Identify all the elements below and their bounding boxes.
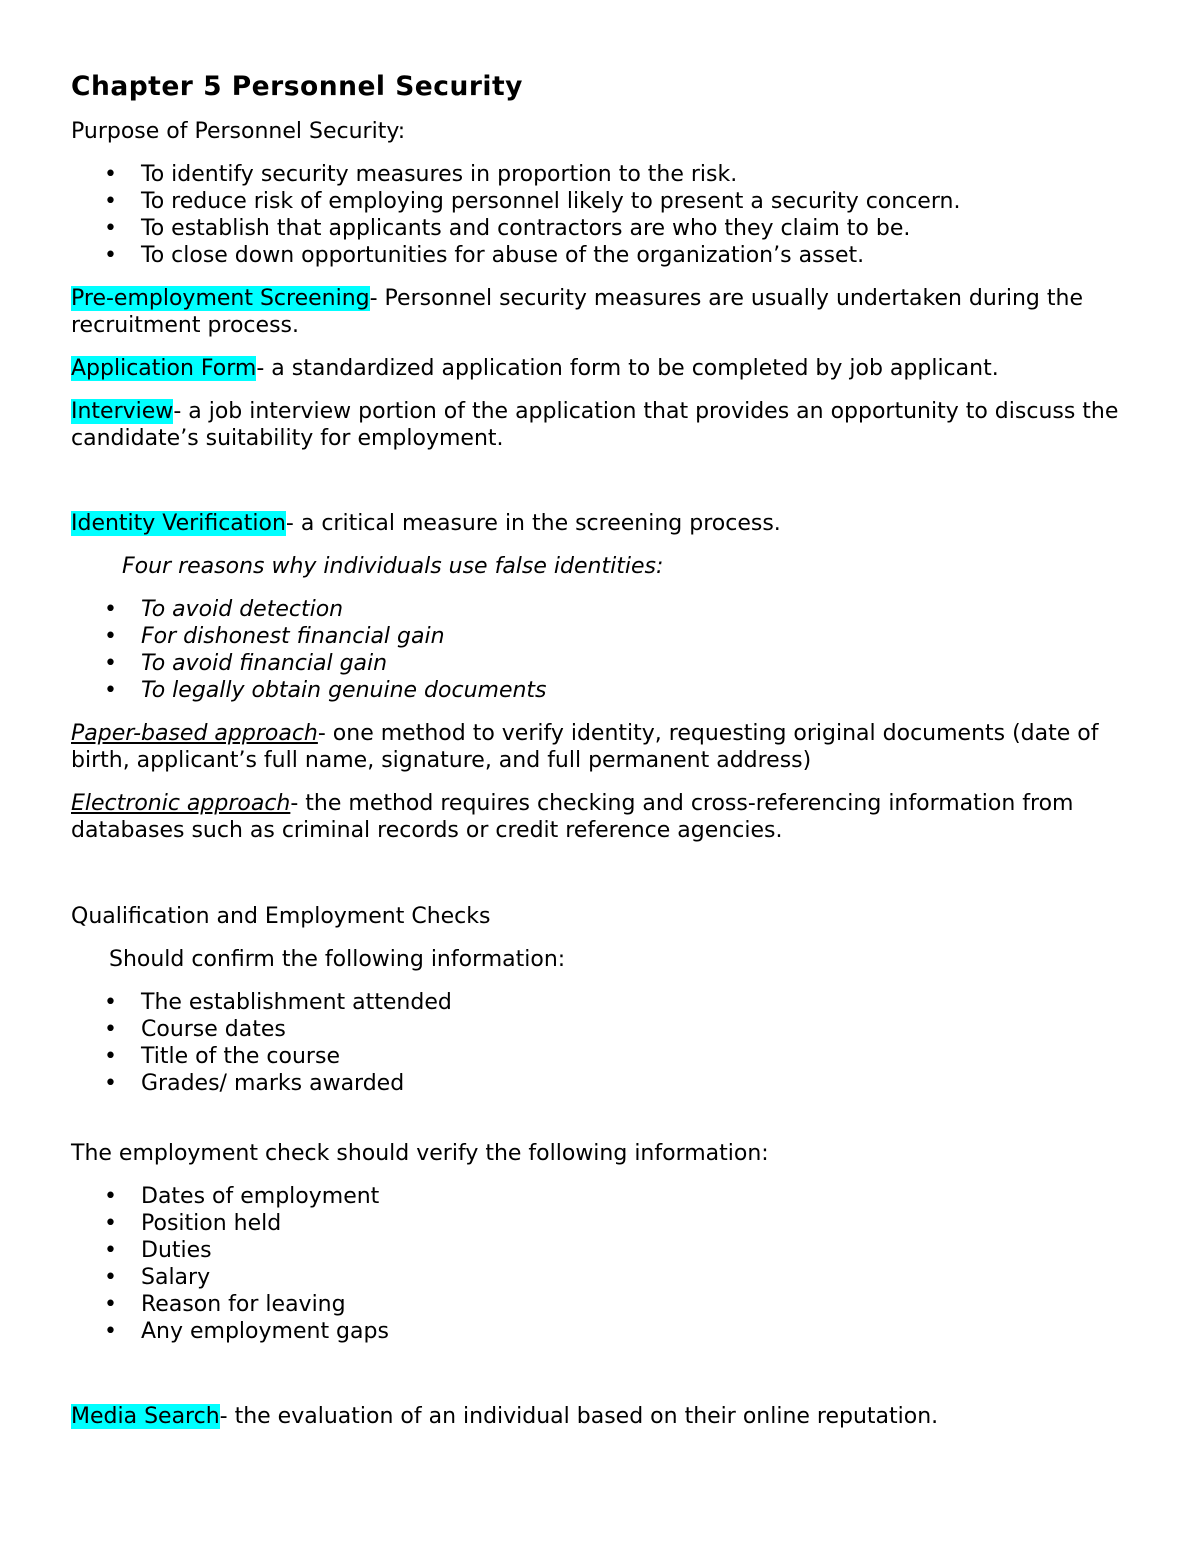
page-title: Chapter 5 Personnel Security: [71, 71, 523, 102]
paper-approach-term: Paper-based approach: [71, 721, 318, 746]
application-form-paragraph: [71, 355, 1141, 382]
media-search-text: - the evaluation of an individual based on their online reputation.: [219, 1404, 939, 1429]
list-item: • To avoid financial gain: [71, 650, 1141, 677]
qualification-heading: Qualification and Employment Checks: [71, 904, 491, 929]
list-item: • Position held: [71, 1210, 1141, 1237]
false-identities-list: [71, 596, 1141, 704]
identity-term: Identity Verification: [71, 511, 286, 536]
identity-text: - a critical measure in the screening process.: [285, 511, 781, 536]
electronic-approach-term: Electronic approach: [71, 791, 291, 816]
purpose-heading: Purpose of Personnel Security:: [71, 119, 406, 144]
list-item: • Any employment gaps: [71, 1318, 1141, 1345]
list-item: • Course dates: [71, 1016, 1141, 1043]
application-form-term: Application Form: [71, 356, 257, 381]
media-search-term: Media Search: [71, 1404, 220, 1429]
list-item: • To establish that applicants and contractors are who they claim to be.: [71, 215, 1141, 242]
list-item: • Title of the course: [71, 1043, 1141, 1070]
preemployment-term: Pre-employment Screening: [71, 286, 370, 311]
list-item: • Grades/ marks awarded: [71, 1070, 1141, 1097]
document-page: [71, 70, 1141, 1430]
list-item: • Reason for leaving: [71, 1291, 1141, 1318]
list-item: • Salary: [71, 1264, 1141, 1291]
list-item: • To close down opportunities for abuse of the organization’s asset.: [71, 242, 1141, 269]
list-item: • Duties: [71, 1237, 1141, 1264]
preemployment-paragraph: [71, 285, 1141, 339]
list-item: • To identify security measures in proportion to the risk.: [71, 161, 1141, 188]
list-item: • For dishonest financial gain: [71, 623, 1141, 650]
electronic-approach-paragraph: [71, 790, 1141, 844]
qualification-subheading: Should confirm the following information:: [109, 947, 566, 972]
interview-term: Interview: [71, 399, 174, 424]
employment-heading: The employment check should verify the following information:: [71, 1141, 769, 1166]
media-search-paragraph: [71, 1403, 1141, 1430]
list-item: • Dates of employment: [71, 1183, 1141, 1210]
application-form-text: - a standardized application form to be completed by job applicant.: [256, 356, 999, 381]
qualification-list: [71, 989, 1141, 1097]
paper-approach-text: - one method to verify identity, requesting original documents (date of birth, applicant’s full name, signature, and full permanent address): [71, 721, 1099, 773]
purpose-list: [71, 161, 1141, 269]
interview-text: - a job interview portion of the application that provides an opportunity to discuss the candidate’s suitability for employment.: [71, 399, 1119, 451]
list-item: • To legally obtain genuine documents: [71, 677, 1141, 704]
employment-list: [71, 1183, 1141, 1345]
preemployment-text: - Personnel security measures are usually undertaken during the recruitment process.: [71, 286, 1083, 338]
electronic-approach-text: - the method requires checking and cross-referencing information from databases such as criminal records or credit reference agencies.: [71, 791, 1074, 843]
list-item: • The establishment attended: [71, 989, 1141, 1016]
paper-approach-paragraph: [71, 720, 1141, 774]
interview-paragraph: [71, 398, 1141, 452]
list-item: • To reduce risk of employing personnel likely to present a security concern.: [71, 188, 1141, 215]
list-item: • To avoid detection: [71, 596, 1141, 623]
false-identities-heading: Four reasons why individuals use false identities:: [122, 554, 664, 579]
identity-paragraph: [71, 510, 1141, 537]
